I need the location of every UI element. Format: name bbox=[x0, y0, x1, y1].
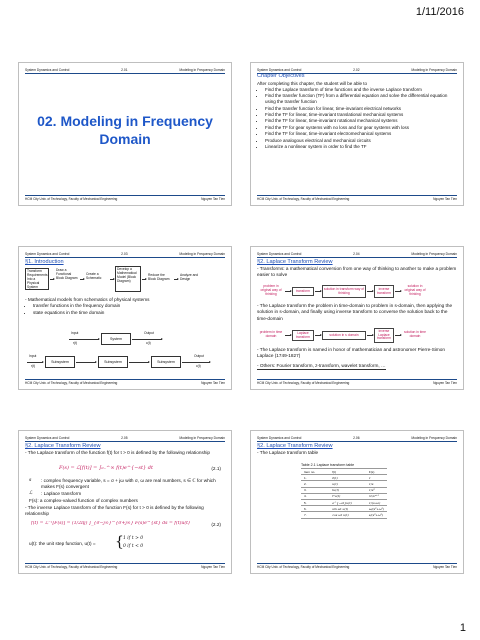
chapter-title bbox=[19, 113, 231, 149]
school-name: HCM City Univ. of Technology, Faculty of Mechanical Engineering bbox=[25, 197, 118, 201]
flow-arrow bbox=[395, 291, 401, 292]
subsystem-block: Subsystem bbox=[98, 356, 128, 368]
course-name: System Dynamics and Control bbox=[25, 68, 70, 72]
input-signal: r(t) bbox=[73, 341, 78, 345]
definition-F: F(s): a complex-valued function of complex numbers bbox=[29, 498, 138, 503]
author-name: Nguyen Tan Tien bbox=[201, 197, 225, 201]
output-label: Output bbox=[144, 331, 154, 335]
laplace-table bbox=[301, 468, 387, 519]
flow-step: Reduce the Block Diagram bbox=[148, 273, 170, 281]
paragraph: - Others: Fourier transform, z-transform, wavelet transform, … bbox=[257, 363, 386, 370]
list-item: • transfer functions in the frequency domain bbox=[33, 303, 225, 309]
unit-step-case: 1 if t > 0 bbox=[123, 536, 144, 541]
slide-number: 2.02 bbox=[353, 68, 360, 72]
chapter-name: Modeling in Frequency Domain bbox=[411, 68, 457, 72]
course-name: System Dynamics and Control bbox=[25, 252, 70, 256]
author-name: Nguyen Tan Tien bbox=[201, 381, 225, 385]
paragraph: - The Laplace transform table bbox=[257, 450, 319, 455]
flow-node: problem in original way of thinking bbox=[260, 284, 282, 296]
page-number: 1 bbox=[459, 622, 466, 634]
symbol-laplace: ℒ bbox=[29, 491, 33, 496]
slide-footer bbox=[257, 195, 457, 203]
table-row bbox=[301, 512, 387, 518]
slide-header bbox=[257, 249, 457, 258]
slide-heading: §1. Introduction bbox=[25, 259, 64, 265]
table-cell: 1/(s+a) bbox=[355, 499, 387, 505]
list-item: • Find the transfer function for linear, time-invariant electrical networks bbox=[265, 106, 457, 112]
flow-box: solution in transform way of thinking bbox=[322, 285, 366, 298]
slide-number: 2.06 bbox=[353, 436, 360, 440]
slide-number: 2.04 bbox=[353, 252, 360, 256]
column-header: f(t) bbox=[318, 469, 355, 475]
author-name: Nguyen Tan Tien bbox=[201, 565, 225, 569]
input-arrow bbox=[69, 339, 99, 340]
definition-laplace: : Laplace transform bbox=[41, 491, 82, 496]
slide-number: 2.03 bbox=[121, 252, 128, 256]
flow-arrow bbox=[367, 335, 373, 336]
slide-header bbox=[25, 433, 225, 442]
slide-footer bbox=[257, 563, 457, 571]
table-cell: e^{−at}u(t) bbox=[318, 499, 355, 505]
subsystem-block: Subsystem bbox=[151, 356, 181, 368]
table-cell: u(t) bbox=[318, 481, 355, 487]
flow-step: Transform Requirements Into a Physical System bbox=[27, 269, 48, 289]
flow-box: transform bbox=[292, 287, 314, 296]
flow-arrow bbox=[285, 291, 291, 292]
symbol-s: s bbox=[29, 478, 32, 483]
chapter-title-line1: 02. Modeling in Frequency bbox=[37, 113, 213, 129]
paragraph: - Transforms: a mathematical conversion from one way of thinking to another to make a problem easier to solve bbox=[257, 266, 457, 278]
list-item: • Find the TF for linear, time-invariant translational mechanical systems bbox=[265, 112, 457, 118]
table-cell: s/(s²+ω²) bbox=[355, 512, 387, 518]
input-label: Input bbox=[29, 354, 37, 358]
slide-2-02 bbox=[250, 62, 464, 206]
paragraph: - The Laplace transform is named in honor of mathematician and astronomer Pierre-Simon Laplace (1749-1827) bbox=[257, 347, 446, 359]
case-brace: { bbox=[115, 534, 124, 550]
flow-step: Analyze and Design bbox=[180, 273, 199, 281]
table-cell: 4. bbox=[301, 493, 318, 499]
chapter-name: Modeling in Frequency Domain bbox=[179, 252, 225, 256]
table-cell: 1 bbox=[355, 475, 387, 481]
flow-arrow bbox=[50, 279, 54, 280]
table-cell: ω/(s²+ω²) bbox=[355, 506, 387, 512]
equation-number: (2.2) bbox=[211, 522, 221, 527]
chapter-name: Modeling in Frequency Domain bbox=[411, 252, 457, 256]
flow-arrow bbox=[76, 362, 96, 363]
table-cell: 6. bbox=[301, 506, 318, 512]
course-name: System Dynamics and Control bbox=[257, 68, 302, 72]
equation-number: (2.1) bbox=[211, 466, 221, 471]
output-label: Output bbox=[194, 354, 204, 358]
paragraph: - The Laplace transform the problem in time-domain to problem in s-domain, then applying the solution in s-domain, and finally using inverse transform to converse the solution back to the time-domain bbox=[257, 303, 453, 321]
paragraph: - The inverse Laplace transform of the function F(s) for t > 0 is defined by the following relationship bbox=[25, 505, 204, 517]
column-header: F(s) bbox=[355, 469, 387, 475]
flow-box: Laplace transform bbox=[292, 330, 314, 341]
flow-arrow bbox=[315, 335, 321, 336]
table-cell: sin ωt u(t) bbox=[318, 506, 355, 512]
input-label: Input bbox=[71, 331, 79, 335]
school-name: HCM City Univ. of Technology, Faculty of Mechanical Engineering bbox=[25, 381, 118, 385]
subsystem-block: Subsystem bbox=[45, 356, 75, 368]
flow-node: solution in time domain bbox=[404, 330, 426, 338]
flow-step: Develop a Mathematical Model (Block Diagram) bbox=[115, 266, 141, 292]
slide-number: 2.05 bbox=[121, 436, 128, 440]
laplace-table-wrap bbox=[301, 468, 387, 519]
chapter-name: Modeling in Frequency Domain bbox=[411, 436, 457, 440]
slide-2-04 bbox=[250, 246, 464, 390]
objectives-intro: After completing this chapter, the student will be able to bbox=[257, 81, 368, 86]
chapter-name: Modeling in Frequency Domain bbox=[179, 68, 225, 72]
flow-arrow bbox=[367, 291, 373, 292]
slide-header bbox=[25, 65, 225, 74]
flow-arrow bbox=[110, 279, 114, 280]
table-cell: 1. bbox=[301, 475, 318, 481]
school-name: HCM City Univ. of Technology, Faculty of Mechanical Engineering bbox=[257, 381, 350, 385]
model-list bbox=[25, 303, 225, 316]
list-item: • Find the TF for linear, time-invariant electromechanical systems bbox=[265, 131, 457, 137]
slide-footer bbox=[25, 563, 225, 571]
slide-header bbox=[257, 433, 457, 442]
slide-2-06 bbox=[250, 430, 464, 574]
table-cell: 1/s bbox=[355, 481, 387, 487]
course-name: System Dynamics and Control bbox=[25, 436, 70, 440]
table-cell: cos ωt u(t) bbox=[318, 512, 355, 518]
output-arrow bbox=[182, 362, 210, 363]
table-cell: tⁿu(t) bbox=[318, 493, 355, 499]
list-item: • Find the transfer function (TF) from a differential equation and solve the differential equation using the transfer function bbox=[265, 93, 457, 105]
slide-body bbox=[257, 81, 457, 151]
slide-2-01 bbox=[18, 62, 232, 206]
page-date: 1/11/2016 bbox=[415, 6, 464, 18]
table-cell: δ(t) bbox=[318, 475, 355, 481]
slide-heading: §2. Laplace Transform Review bbox=[25, 443, 101, 449]
list-item: • Find the TF for linear, time-invariant rotational mechanical systems bbox=[265, 118, 457, 124]
equation-inverse-laplace: f(t) = ℒ⁻¹[F(s)] = (1/2πj) ∫_{σ−j∞}^{σ+j∞} F(s)e^{st} ds = f(t)u(t) bbox=[31, 521, 190, 526]
table-cell: 5. bbox=[301, 499, 318, 505]
column-header: Item no. bbox=[301, 469, 318, 475]
equation-laplace: F(s) = ℒ[f(t)] = ∫₀₋^∞ f(t)e^{−st} dt bbox=[59, 465, 153, 471]
list-item: • Produce analogous electrical and mechanical circuits bbox=[265, 138, 457, 144]
definition-s: : complex frequency variable, s = σ + jω with σ, ω are real numbers, s ∈ ℂ for which makes F(s) convergent bbox=[41, 478, 216, 490]
flow-arrow bbox=[315, 291, 321, 292]
unit-step-case: 0 if t < 0 bbox=[123, 544, 144, 549]
flow-arrow bbox=[395, 335, 401, 336]
course-name: System Dynamics and Control bbox=[257, 252, 302, 256]
slide-footer bbox=[257, 379, 457, 387]
slide-footer bbox=[25, 195, 225, 203]
paragraph: - The Laplace transform of the function f(t) for t > 0 is defined by the following relationship bbox=[25, 450, 211, 455]
table-cell: tu(t) bbox=[318, 487, 355, 493]
output-signal: c(t) bbox=[146, 341, 151, 345]
slide-number: 2.01 bbox=[121, 68, 128, 72]
list-item: • Find the TF for gear systems with no loss and for gear systems with loss bbox=[265, 125, 457, 131]
system-block: System bbox=[101, 333, 131, 345]
slide-heading: §2. Laplace Transform Review bbox=[257, 259, 333, 265]
school-name: HCM City Univ. of Technology, Faculty of Mechanical Engineering bbox=[257, 565, 350, 569]
intro-line: - Mathematical models from schematics of physical systems bbox=[25, 297, 150, 302]
slide-body bbox=[25, 297, 225, 317]
slide-2-03 bbox=[18, 246, 232, 390]
flow-node: problem in time domain bbox=[259, 330, 283, 338]
flow-box: solution in s domain bbox=[322, 331, 366, 340]
input-arrow bbox=[27, 362, 43, 363]
list-item: • Linearize a nonlinear system in order to find the TF bbox=[265, 144, 457, 150]
chapter-name: Modeling in Frequency Domain bbox=[179, 436, 225, 440]
school-name: HCM City Univ. of Technology, Faculty of Mechanical Engineering bbox=[25, 565, 118, 569]
flow-node: solution in original way of thinking bbox=[404, 284, 426, 296]
slide-header bbox=[25, 249, 225, 258]
slide-heading: §2. Laplace Transform Review bbox=[257, 443, 333, 449]
flow-box: inverse transform bbox=[374, 285, 394, 298]
table-cell: n!/sⁿ⁺¹ bbox=[355, 493, 387, 499]
course-name: System Dynamics and Control bbox=[257, 436, 302, 440]
author-name: Nguyen Tan Tien bbox=[433, 381, 457, 385]
output-arrow bbox=[132, 339, 162, 340]
author-name: Nguyen Tan Tien bbox=[433, 197, 457, 201]
table-caption: Table 2.1 Laplace transform table bbox=[301, 463, 355, 467]
flow-arrow bbox=[129, 362, 149, 363]
input-signal: r(t) bbox=[31, 364, 36, 368]
flow-step: Draw a Functional Block Diagram bbox=[56, 268, 78, 280]
table-cell: 2. bbox=[301, 481, 318, 487]
flow-arrow bbox=[285, 335, 291, 336]
chapter-title-line2: Domain bbox=[99, 130, 151, 147]
flow-arrow bbox=[80, 279, 84, 280]
slide-heading: Chapter Objectives bbox=[257, 73, 305, 79]
slide-2-05 bbox=[18, 430, 232, 574]
flow-arrow bbox=[142, 279, 146, 280]
table-cell: 1/s² bbox=[355, 487, 387, 493]
table-cell: 3. bbox=[301, 487, 318, 493]
output-signal: c(t) bbox=[196, 364, 201, 368]
school-name: HCM City Univ. of Technology, Faculty of Mechanical Engineering bbox=[257, 197, 350, 201]
flow-step: Create a Schematic bbox=[86, 272, 102, 280]
table-cell: 7. bbox=[301, 512, 318, 518]
slide-footer bbox=[25, 379, 225, 387]
flow-box: inverse Laplace transform bbox=[374, 328, 394, 343]
objectives-list bbox=[257, 87, 457, 150]
flow-arrow bbox=[174, 279, 178, 280]
list-item: • state equations in the time domain bbox=[33, 310, 225, 316]
author-name: Nguyen Tan Tien bbox=[433, 565, 457, 569]
list-item: • Find the Laplace transform of time functions and the inverse Laplace transform bbox=[265, 87, 457, 93]
definition-u: u(t): the unit step function, u(t) = bbox=[29, 541, 96, 546]
